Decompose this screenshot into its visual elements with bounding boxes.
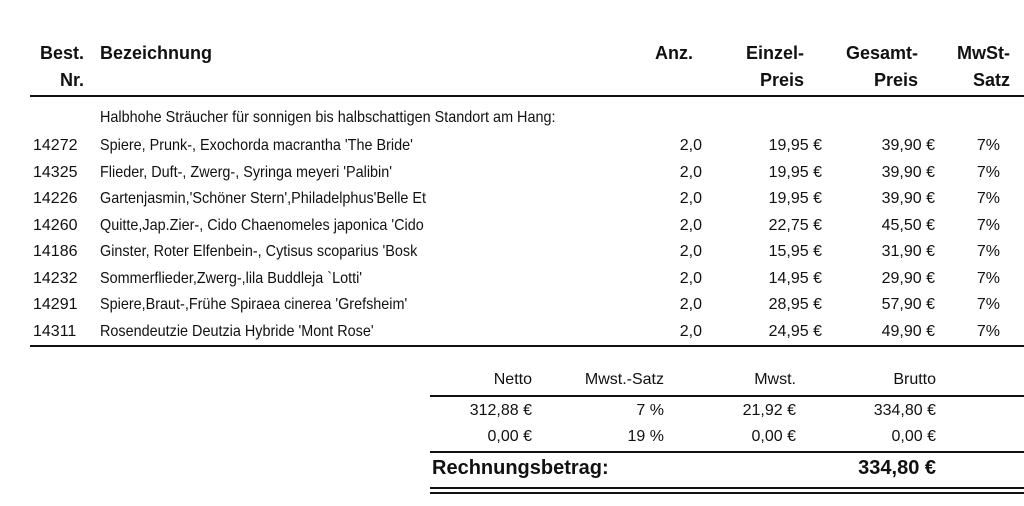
line-item-total-price: 57,90 €: [881, 296, 935, 313]
line-item-description: Quitte,Jap.Zier-, Cido Chaenomeles japonica 'Cido: [100, 216, 424, 234]
line-item-vat-rate: 7%: [976, 190, 1000, 207]
summary-header-divider: [430, 395, 1024, 397]
line-item-unit-price: 28,95 €: [768, 296, 822, 313]
line-item-order-number: 14325: [33, 163, 78, 181]
line-item-row: [0, 319, 1024, 346]
col-header-total-price: Gesamt- Preis: [845, 43, 918, 90]
line-item-description: Spiere,Braut-,Frühe Spiraea cinerea 'Grefsheim': [100, 296, 408, 313]
col-header-unit-price: Einzel- Preis: [745, 43, 804, 90]
line-item-quantity: 2,0: [679, 216, 702, 234]
col-header-description: Bezeichnung: [100, 43, 213, 63]
line-item-row: [0, 160, 1024, 187]
summary-vat-7: 21,92 €: [742, 402, 796, 419]
summary-vat-19: 0,00 €: [751, 428, 796, 445]
line-item-row: [0, 239, 1024, 266]
line-item-vat-rate: 7%: [976, 243, 1000, 260]
line-item-unit-price: 19,95 €: [768, 137, 822, 154]
line-item-description: Ginster, Roter Elfenbein-, Cytisus scoparius 'Bosk: [100, 243, 418, 260]
line-item-description: Gartenjasmin,'Schöner Stern',Philadelphus'Belle Et: [100, 190, 427, 207]
line-item-description: Rosendeutzie Deutzia Hybride 'Mont Rose': [100, 322, 374, 340]
summary-header-vat: Mwst.: [754, 371, 796, 388]
summary-header-net: Netto: [493, 371, 532, 388]
line-item-unit-price: 14,95 €: [768, 269, 822, 287]
summary-gross-19: 0,00 €: [891, 428, 936, 445]
summary-header-rate: Mwst.-Satz: [584, 371, 664, 388]
line-item-row: [0, 292, 1024, 319]
line-item-unit-price: 22,75 €: [768, 216, 822, 234]
line-item-vat-rate: 7%: [976, 163, 1000, 181]
line-item-quantity: 2,0: [679, 269, 702, 287]
line-item-order-number: 14232: [33, 269, 78, 287]
summary-gross-7: 334,80 €: [873, 402, 936, 419]
col-header-vat-rate: MwSt- Satz: [957, 43, 1010, 90]
total-double-rule-top: [430, 487, 1024, 489]
line-item-total-price: 29,90 €: [881, 269, 935, 287]
total-double-rule-bottom: [430, 492, 1024, 494]
col-header-quantity: Anz.: [655, 43, 693, 63]
section-title: Halbhohe Sträucher für sonnigen bis halbschattigen Standort am Hang:: [100, 109, 556, 126]
line-item-row: [0, 213, 1024, 240]
line-item-description: Spiere, Prunk-, Exochorda macrantha 'The Bride': [100, 137, 413, 154]
line-item-vat-rate: 7%: [976, 269, 1000, 287]
items-divider: [30, 345, 1024, 347]
line-item-unit-price: 19,95 €: [768, 190, 822, 207]
line-item-order-number: 14186: [33, 243, 78, 260]
line-item-vat-rate: 7%: [976, 137, 1000, 154]
line-item-description: Sommerflieder,Zwerg-,lila Buddleja `Lotti': [100, 269, 363, 287]
line-item-order-number: 14291: [33, 296, 78, 313]
summary-net-7: 312,88 €: [469, 402, 532, 419]
summary-rate-7: 7 %: [636, 402, 664, 419]
line-item-unit-price: 24,95 €: [768, 322, 822, 340]
line-item-quantity: 2,0: [679, 296, 702, 313]
col-header-order-number: Best. Nr.: [39, 43, 84, 90]
line-item-vat-rate: 7%: [976, 322, 1000, 340]
line-item-unit-price: 19,95 €: [768, 163, 822, 181]
line-items: [0, 133, 1024, 345]
summary-total-divider: [430, 451, 1024, 453]
line-item-unit-price: 15,95 €: [768, 243, 822, 260]
line-item-description: Flieder, Duft-, Zwerg-, Syringa meyeri 'Palibin': [100, 163, 392, 181]
line-item-order-number: 14272: [33, 137, 78, 154]
line-item-total-price: 39,90 €: [881, 163, 935, 181]
line-item-quantity: 2,0: [679, 190, 702, 207]
line-item-quantity: 2,0: [679, 243, 702, 260]
summary-rate-19: 19 %: [627, 428, 664, 445]
line-item-row: [0, 133, 1024, 160]
line-item-row: [0, 186, 1024, 213]
line-item-vat-rate: 7%: [976, 216, 1000, 234]
line-item-order-number: 14226: [33, 190, 78, 207]
line-item-row: [0, 266, 1024, 293]
header-divider: [30, 95, 1024, 97]
line-item-quantity: 2,0: [679, 137, 702, 154]
line-item-total-price: 49,90 €: [881, 322, 935, 340]
line-item-quantity: 2,0: [679, 163, 702, 181]
line-item-order-number: 14260: [33, 216, 78, 234]
invoice-total-label: Rechnungsbetrag:: [432, 457, 609, 479]
line-item-quantity: 2,0: [679, 322, 702, 340]
summary-header-gross: Brutto: [893, 371, 936, 388]
line-item-total-price: 39,90 €: [881, 137, 935, 154]
line-item-total-price: 45,50 €: [881, 216, 935, 234]
line-item-total-price: 39,90 €: [881, 190, 935, 207]
invoice-total-value: 334,80 €: [858, 457, 936, 479]
line-item-order-number: 14311: [33, 322, 77, 340]
line-item-vat-rate: 7%: [976, 296, 1000, 313]
line-item-total-price: 31,90 €: [881, 243, 935, 260]
summary-net-19: 0,00 €: [487, 428, 532, 445]
